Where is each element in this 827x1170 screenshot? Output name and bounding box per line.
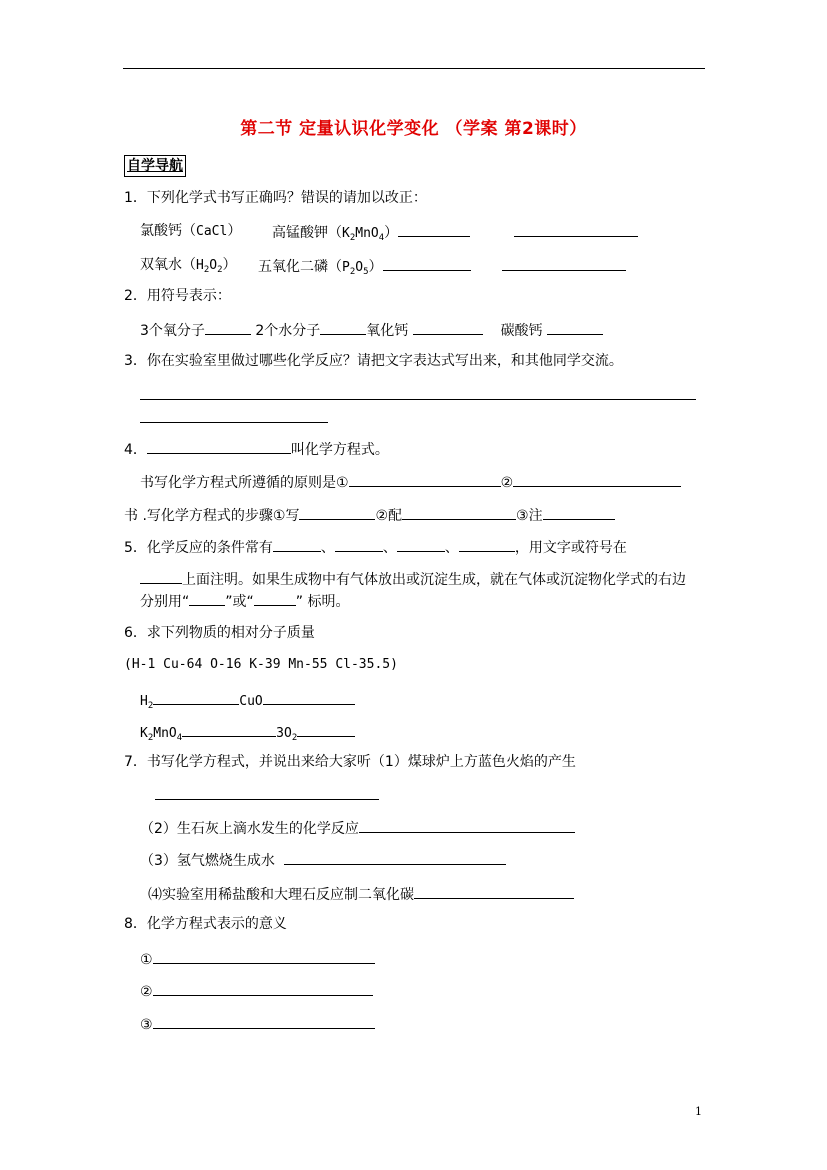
q7-part2 — [140, 818, 575, 838]
q1-prompt: 1．下列化学式书写正确吗？错误的请加以改正： — [124, 190, 427, 206]
blank[interactable] — [140, 569, 182, 584]
page-title: 第二节 定量认识化学变化 （学案 第2课时） — [240, 119, 587, 139]
blank[interactable] — [189, 591, 225, 606]
q2-c: 氧化钙 — [366, 323, 409, 339]
q5-text-3b: ”或“ — [225, 594, 254, 610]
separator: 、 — [320, 540, 335, 556]
separator: 、 — [382, 540, 397, 556]
q4-principle-2: ② — [500, 475, 514, 491]
blank[interactable] — [502, 256, 626, 271]
blank[interactable] — [254, 591, 296, 606]
blank[interactable] — [397, 537, 445, 552]
page-number: 1 — [695, 1105, 702, 1118]
blank[interactable] — [153, 690, 239, 705]
blank[interactable] — [398, 222, 470, 237]
q1-item-3: 双氧水$(H_2O_2)$ — [140, 257, 237, 275]
q5-text-3c: ” 标明。 — [295, 594, 350, 610]
q8-meaning-3 — [140, 1014, 375, 1034]
q1-item-1: 氯酸钙（CaCl） — [140, 223, 242, 239]
blank[interactable] — [273, 537, 321, 552]
blank[interactable] — [543, 505, 615, 520]
q3-prompt: 3．你在实验室里做过哪些化学反应？请把文字表达式写出来，和其他同学交流。 — [124, 353, 623, 369]
q8-meaning-2 — [140, 981, 373, 1001]
q6-row1: $H_2$ CuO — [140, 690, 355, 715]
header-rule — [123, 68, 705, 69]
q5-text-3a: 分别用“ — [140, 594, 190, 610]
q7-part4 — [148, 884, 574, 904]
q4-line — [124, 439, 389, 459]
q5-line2 — [140, 569, 686, 589]
blank[interactable] — [459, 537, 515, 552]
q6-masses: (H-1 Cu-64 O-16 K-39 Mn-55 Cl-35.5) — [124, 657, 398, 672]
blank[interactable] — [335, 537, 383, 552]
q7-prompt: 7．书写化学方程式，并说出来给大家听（1）煤球炉上方蓝色火焰的产生 — [124, 754, 576, 770]
blank[interactable] — [414, 884, 574, 899]
blank[interactable] — [299, 505, 375, 520]
q8-prompt: 8．化学方程式表示的意义 — [124, 916, 287, 932]
answer-line — [140, 399, 696, 400]
blank[interactable] — [297, 722, 355, 737]
q2-b: 2个水分子 — [255, 323, 321, 339]
blank[interactable] — [147, 439, 291, 454]
q5-tail: ，用文字或符号在 — [514, 540, 627, 556]
q5-text: 5．化学反应的条件常有 — [124, 540, 273, 556]
blank[interactable] — [153, 949, 375, 964]
answer-line — [155, 799, 379, 800]
q4-principle — [140, 472, 681, 492]
blank[interactable] — [383, 256, 471, 271]
q4-steps-write: 书 .写化学方程式的步骤①写 — [124, 508, 300, 524]
blank[interactable] — [320, 320, 366, 335]
section-label: 自学导航 — [124, 155, 186, 177]
blank[interactable] — [349, 472, 501, 487]
q6-row2: $K_2MnO_4$ $3O_2$ — [140, 722, 355, 747]
q7-p4-text: ⑷实验室用稀盐酸和大理石反应制二氧化碳 — [148, 887, 414, 903]
separator: 、 — [444, 540, 459, 556]
q2-a: 3个氧分子 — [140, 323, 205, 339]
q4-num: 4． — [124, 442, 147, 458]
blank[interactable] — [205, 320, 251, 335]
blank[interactable] — [514, 222, 638, 237]
q4-steps — [124, 505, 615, 525]
q1-item-2: 高锰酸钾$(K_2MnO_4)$ — [272, 222, 470, 247]
q2-d: 碳酸钙 — [500, 323, 543, 339]
q8-meaning-1 — [140, 949, 375, 969]
blank[interactable] — [402, 505, 516, 520]
circled-number: ① — [140, 952, 153, 968]
blank[interactable] — [359, 818, 575, 833]
q7-part3 — [140, 850, 506, 870]
q4-principle-text: 书写化学方程式所遵循的原则是① — [140, 475, 349, 491]
blank[interactable] — [153, 1014, 375, 1029]
q1-item-4: 五氧化二磷$(P_2O_5)$ — [258, 256, 471, 281]
blank[interactable] — [413, 320, 483, 335]
q2-prompt: 2．用符号表示： — [124, 288, 231, 304]
q4-steps-note: ③注 — [516, 508, 543, 524]
answer-line — [140, 422, 328, 423]
q5-line1 — [124, 537, 627, 557]
blank[interactable] — [513, 472, 681, 487]
circled-number: ③ — [140, 1017, 153, 1033]
q4-steps-balance: ②配 — [375, 508, 403, 524]
blank[interactable] — [153, 981, 373, 996]
circled-number: ② — [140, 984, 153, 1000]
q5-line3 — [140, 591, 349, 611]
blank[interactable] — [284, 850, 506, 865]
q7-p3-text: （3）氢气燃烧生成水 — [140, 853, 275, 869]
q5-text-2: 上面注明。如果生成物中有气体放出或沉淀生成，就在气体或沉淀物化学式的右边 — [182, 572, 686, 588]
blank[interactable] — [263, 690, 355, 705]
blank[interactable] — [547, 320, 603, 335]
q2-items — [140, 320, 603, 340]
q7-p2-text: （2）生石灰上滴水发生的化学反应 — [140, 821, 359, 837]
blank[interactable] — [182, 722, 276, 737]
q6-prompt: 6．求下列物质的相对分子质量 — [124, 625, 315, 641]
q4-tail: 叫化学方程式。 — [290, 442, 389, 458]
